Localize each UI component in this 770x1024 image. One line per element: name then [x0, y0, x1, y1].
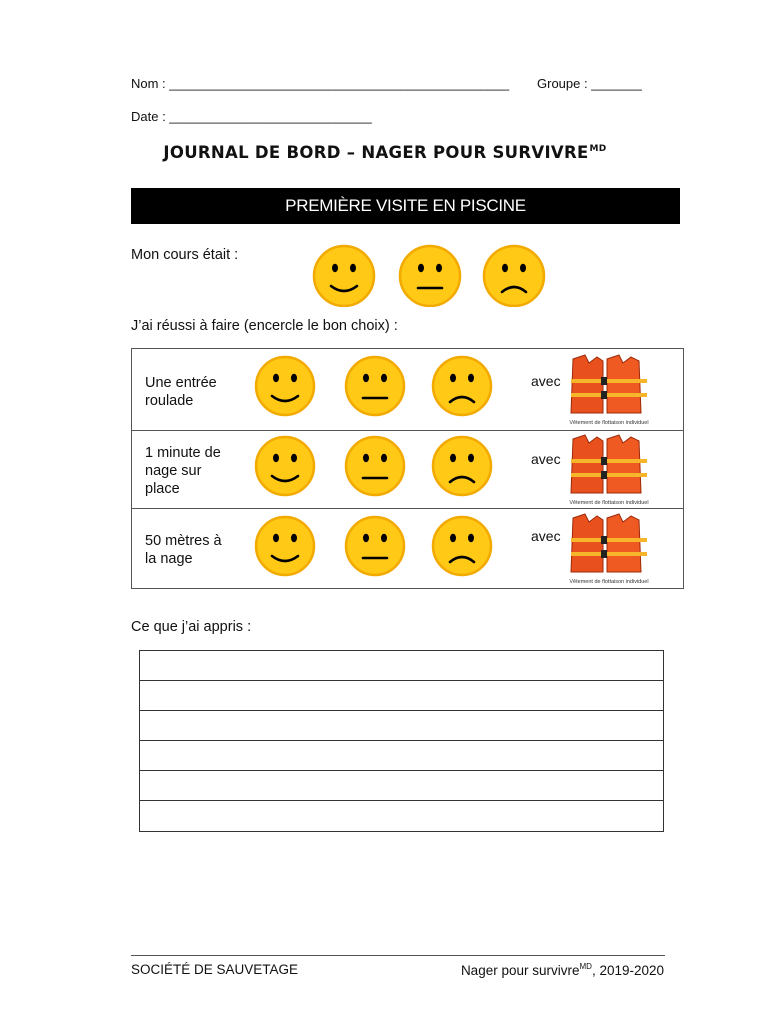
happy-face-icon[interactable]	[314, 246, 374, 306]
sad-face-icon[interactable]	[433, 517, 491, 575]
section-banner	[131, 188, 680, 224]
page-title	[0, 143, 770, 162]
life-jacket-image	[567, 512, 651, 585]
course-label: Mon cours était :	[131, 247, 239, 263]
neutral-face-icon[interactable]	[346, 437, 404, 495]
sad-face-icon[interactable]	[433, 437, 491, 495]
learned-lines-box[interactable]	[139, 650, 664, 832]
neutral-face-icon[interactable]	[400, 246, 460, 306]
date-field-line[interactable]: Date : ____________________________	[131, 109, 372, 124]
writing-line[interactable]	[140, 800, 663, 830]
footer-program-year: , 2019-2020	[591, 963, 664, 978]
life-jacket-icon	[567, 433, 651, 495]
name-field-line[interactable]: Nom : _______________________________________________	[131, 76, 510, 91]
life-jacket-icon	[567, 512, 651, 574]
footer-program	[461, 962, 664, 978]
neutral-face-icon[interactable]	[346, 517, 404, 575]
life-jacket-icon	[567, 353, 651, 415]
life-jacket-image	[567, 353, 651, 426]
sad-face-icon[interactable]	[484, 246, 544, 306]
writing-line[interactable]	[140, 710, 663, 740]
page-title-text: JOURNAL DE BORD – NAGER POUR SURVIVRE	[163, 143, 589, 162]
life-jacket-image	[567, 433, 651, 506]
footer-program-sup: MD	[579, 962, 592, 971]
footer-organization: SOCIÉTÉ DE SAUVETAGE	[131, 962, 299, 977]
skill-label-50-metres: 50 mètres à la nage	[145, 533, 222, 567]
avec-label: avec	[531, 528, 561, 544]
avec-label: avec	[531, 451, 561, 467]
writing-line[interactable]	[140, 680, 663, 710]
sad-face-icon[interactable]	[433, 357, 491, 415]
title-superscript: MD	[589, 144, 607, 154]
learned-label: Ce que j’ai appris :	[131, 619, 252, 635]
happy-face-icon[interactable]	[256, 517, 314, 575]
vest-caption: Vêtement de flottaison individuel	[569, 420, 649, 426]
row1-faces	[254, 350, 504, 427]
vest-caption: Vêtement de flottaison individuel	[569, 500, 649, 506]
achieved-label: J’ai réussi à faire (encercle le bon choix) :	[131, 318, 398, 334]
course-face-row	[310, 243, 550, 312]
group-field-line[interactable]: Groupe : _______	[537, 76, 642, 91]
vest-caption: Vêtement de flottaison individuel	[569, 579, 649, 585]
neutral-face-icon[interactable]	[346, 357, 404, 415]
section-banner-text: PREMIÈRE VISITE EN PISCINE	[285, 196, 526, 215]
row2-faces	[254, 430, 504, 507]
writing-line[interactable]	[140, 651, 663, 680]
footer-rule	[131, 955, 665, 956]
happy-face-icon[interactable]	[256, 437, 314, 495]
writing-line[interactable]	[140, 740, 663, 770]
row3-faces	[254, 510, 504, 587]
avec-label: avec	[531, 373, 561, 389]
footer-program-name: Nager pour survivre	[460, 963, 580, 978]
skill-label-roulade: Une entrée roulade	[145, 375, 217, 409]
writing-line[interactable]	[140, 770, 663, 800]
skill-label-nage-sur-place: 1 minute de nage sur place	[145, 445, 221, 497]
happy-face-icon[interactable]	[256, 357, 314, 415]
